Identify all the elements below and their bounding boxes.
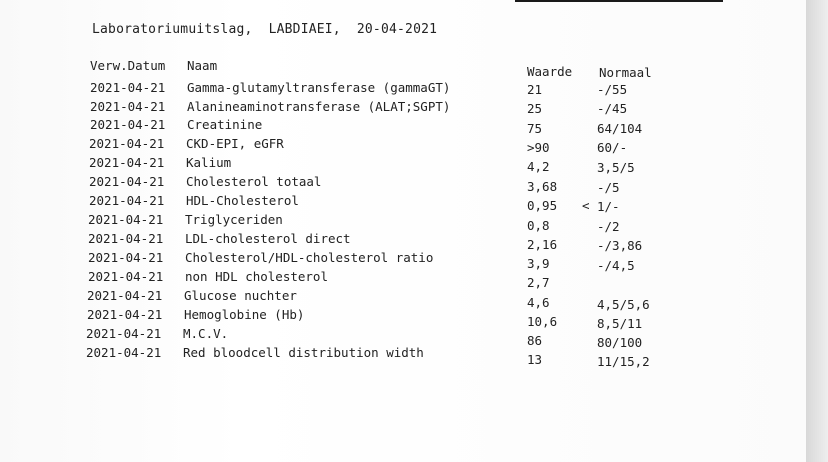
- table-row: [0, 288, 806, 312]
- result-normal-range: 8,5/11: [597, 316, 643, 331]
- result-name: HDL-Cholesterol: [186, 193, 299, 208]
- table-row: [0, 117, 806, 136]
- result-name: CKD-EPI, eGFR: [186, 136, 284, 151]
- result-name: Alanineaminotransferase (ALAT;SGPT): [187, 99, 451, 114]
- result-name: Gamma-glutamyltransferase (gammaGT): [187, 80, 451, 95]
- column-header-value: Waarde: [527, 64, 573, 79]
- table-row: [0, 250, 806, 273]
- table-row: [0, 99, 806, 118]
- result-normal-range: -/55: [597, 82, 628, 97]
- result-date: 2021-04-21: [90, 80, 166, 95]
- result-value: 4,6: [527, 295, 550, 310]
- result-date: 2021-04-21: [86, 345, 162, 360]
- result-normal-range: 60/-: [597, 140, 628, 155]
- result-date: 2021-04-21: [89, 155, 165, 170]
- result-date: 2021-04-21: [90, 99, 166, 114]
- result-name: Creatinine: [187, 117, 263, 132]
- result-name: non HDL cholesterol: [185, 269, 328, 284]
- result-name: Hemoglobine (Hb): [184, 307, 305, 322]
- result-normal-range: -/5: [597, 180, 620, 195]
- page-edge-shadow: [806, 0, 828, 462]
- column-header-date: Verw.Datum: [90, 58, 166, 73]
- result-value: 10,6: [527, 314, 558, 329]
- result-value: 86: [527, 333, 543, 348]
- result-normal-range: -/4,5: [597, 258, 635, 273]
- result-name: Cholesterol totaal: [186, 174, 322, 189]
- result-normal-range: -/2: [597, 219, 620, 234]
- column-header-name: Naam: [187, 58, 218, 73]
- result-value: >90: [527, 140, 550, 155]
- result-name: LDL-cholesterol direct: [185, 231, 351, 246]
- table-row: [0, 155, 806, 174]
- result-value: 4,2: [527, 159, 550, 174]
- result-normal-range: 11/15,2: [597, 354, 650, 369]
- table-row: [0, 136, 806, 155]
- result-value: 0,95: [527, 198, 558, 213]
- result-date: 2021-04-21: [88, 250, 164, 265]
- result-normal-range: 80/100: [597, 335, 643, 350]
- result-date: 2021-04-21: [87, 307, 163, 322]
- table-row: [0, 231, 806, 253]
- result-date: 2021-04-21: [89, 193, 165, 208]
- table-row: [0, 80, 806, 99]
- result-normal-range: 3,5/5: [597, 160, 635, 175]
- result-date: 2021-04-21: [90, 117, 166, 132]
- result-value: 25: [527, 101, 543, 116]
- result-value: 3,68: [527, 179, 558, 194]
- table-row: [0, 326, 806, 350]
- result-normal-range: 1/-: [597, 199, 620, 214]
- table-row: [0, 345, 806, 369]
- result-normal-range: -/3,86: [597, 238, 643, 253]
- result-value: 2,7: [527, 275, 550, 290]
- result-name: Glucose nuchter: [184, 288, 297, 303]
- result-value: 3,9: [527, 256, 550, 271]
- table-row: [0, 212, 806, 234]
- result-name: Red bloodcell distribution width: [183, 345, 424, 360]
- result-date: 2021-04-21: [89, 136, 165, 151]
- table-row: [0, 174, 806, 193]
- result-date: 2021-04-21: [88, 212, 164, 227]
- table-row: [0, 307, 806, 331]
- result-normal-range: 4,5/5,6: [597, 297, 650, 312]
- result-name: Triglyceriden: [185, 212, 283, 227]
- result-date: 2021-04-21: [89, 174, 165, 189]
- result-date: 2021-04-21: [88, 231, 164, 246]
- table-row: [0, 269, 806, 288]
- result-value: 75: [527, 121, 543, 136]
- result-name: Cholesterol/HDL-cholesterol ratio: [185, 250, 434, 265]
- result-name: Kalium: [186, 155, 232, 170]
- result-flag: <: [582, 198, 590, 213]
- table-row: [0, 193, 806, 212]
- result-value: 13: [527, 352, 543, 367]
- result-value: 21: [527, 82, 543, 97]
- report-header: Laboratoriumuitslag, LABDIAEI, 20-04-2021: [92, 22, 438, 37]
- result-date: 2021-04-21: [88, 269, 164, 284]
- result-value: 2,16: [527, 237, 558, 252]
- result-value: 0,8: [527, 218, 550, 233]
- result-normal-range: 64/104: [597, 121, 643, 136]
- result-normal-range: -/45: [597, 101, 628, 116]
- top-divider-line: [515, 0, 723, 2]
- result-name: M.C.V.: [183, 326, 229, 341]
- column-header-normal: Normaal: [599, 65, 652, 80]
- result-date: 2021-04-21: [86, 326, 162, 341]
- result-date: 2021-04-21: [87, 288, 163, 303]
